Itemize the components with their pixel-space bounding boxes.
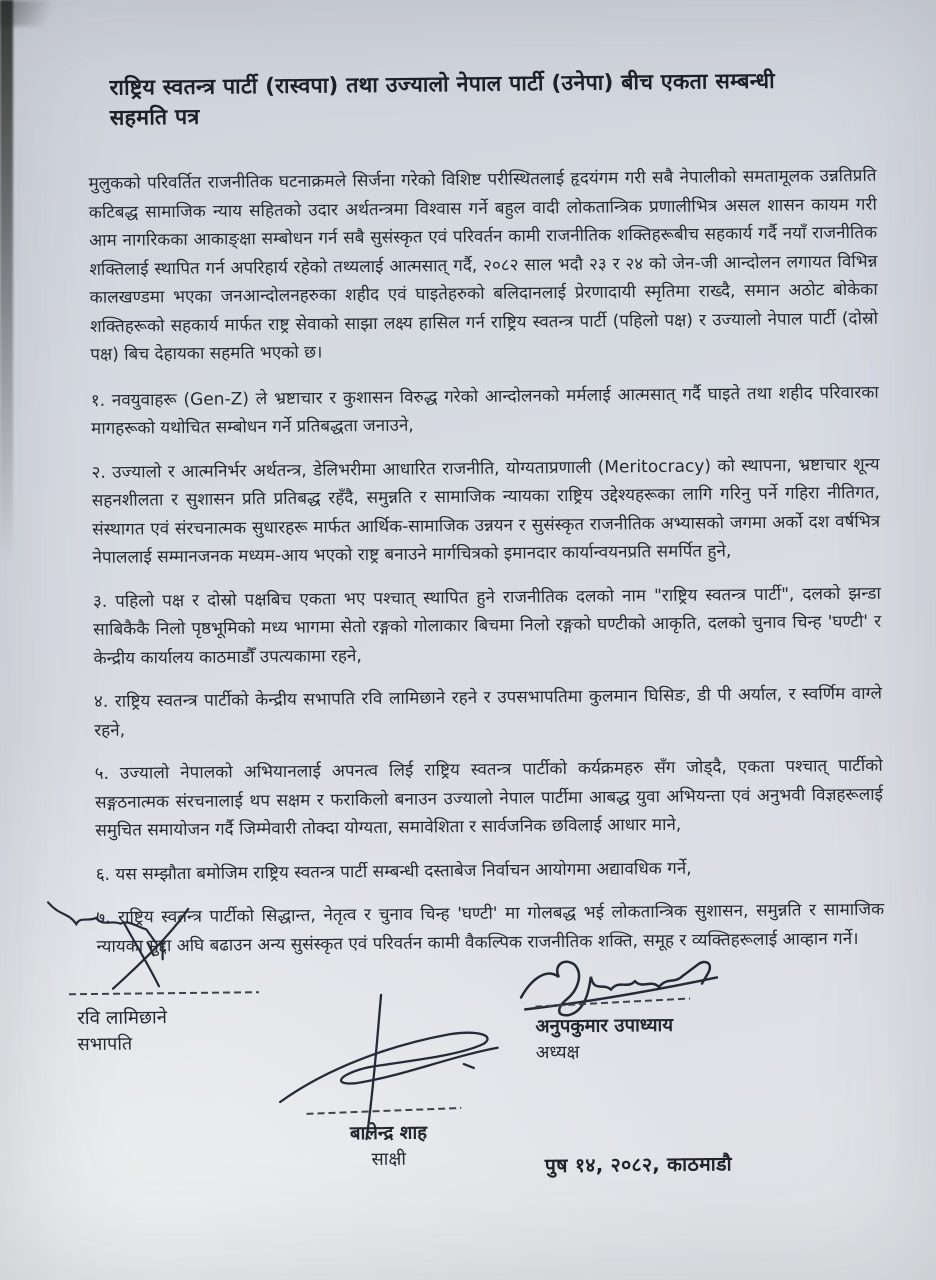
signatory-left-role: सभापति <box>77 1033 133 1056</box>
signatory-right-name: अनुपकुमार उपाध्याय <box>535 1014 674 1038</box>
witness-name: बालेन्द्र शाह <box>349 1122 428 1145</box>
clause-7: ७. राष्ट्रिय स्वतन्त्र पार्टीको सिद्धान्त, नेतृत्व र चुनाव चिन्ह 'घण्टी' मा गोलबद्ध भई लोकतान्त्रिक सुशासन, समुन्नति र सामाजिक न्यायका मुद्दा अघि बढाउन अन्य सुसंस्कृत एवं परिवर्तन कामी वैकल्पिक राजनीतिक शक्ति, समूह र व्यक्तिहरूलाई आव्हान गर्ने। <box>96 899 885 957</box>
document-body <box>87 66 884 976</box>
signatory-right-block <box>517 943 748 1066</box>
clause-5: ५. उज्यालो नेपालको अभियानलाई अपनत्व लिई राष्ट्रिय स्वतन्त्र पार्टीको कर्यक्रमहरु सँग जोड्दै, एकता पश्चात् पार्टीको सङ्गठनात्मक संरचनालाई थप सक्षम र फराकिलो बनाउन उज्यालो नेपाल पार्टीमा आबद्ध युवा अभियन्ता एवं अनुभवी विज्ञहरूलाई समुचित समायोजन गर्दै जिम्मेवारी तोक्दा योग्यता, समावेशिता र सार्वजनिक छविलाई आधार माने, <box>94 755 884 841</box>
preamble-paragraph: मुलुकको परिवर्तित राजनीतिक घटनाक्रमले सिर्जना गरेको विशिष्ट परीस्थितलाई हृदयंगम गरी सबै नेपालीको समतामूलक उन्नतिप्रति कटिबद्ध सामाजिक न्याय सहितको उदार अर्थतन्त्रमा विश्वास गर्ने बहुल वादी लोकतान्त्रिक प्रणालीभित्र असल शासन कायम गरी आम नागरिकका आकाङ्क्षा सम्बोधन गर्न सबै सुसंस्कृत एवं परिवर्तन कामी राजनीतिक शक्तिहरूबीच सहकार्य गर्दै नयाँ राजनीतिक शक्तिलाई स्थापित गर्न अपरिहार्य रहेको तथ्यलाई आत्मसात् गर्दै, २०८२ साल भदौ २३ र २४ को जेन-जी आन्दोलन लगायत विभिन्न कालखण्डमा भएका जनआन्दोलनहरुका शहीद एवं घाइतेहरुको बलिदानलाई प्रेरणादायी स्मृतिमा राख्दै, समान अठोट बोकेका शक्तिहरूको सहकार्य मार्फत राष्ट्र सेवाको साझा लक्ष्य हासिल गर्न राष्ट्रिय स्वतन्त्र पार्टी (पहिलो पक्ष) र उज्यालो नेपाल पार्टी (दोस्रो पक्ष) बिच देहायका सहमति भएको छ। <box>88 165 879 365</box>
signatory-right-role: अध्यक्ष <box>535 1041 580 1064</box>
clause-4: ४. राष्ट्रिय स्वतन्त्र पार्टीको केन्द्रीय सभापति रवि लामिछाने रहने र उपसभापतिमा कुलमान घिसिङ, डी पी अर्याल, र स्वर्णिम वाग्ले रहने, <box>93 683 883 741</box>
signature-rabi-lamichhane-icon <box>46 894 257 996</box>
clause-3: ३. पहिलो पक्ष र दोस्रो पक्षबिच एकता भए पश्चात् स्थापित हुने राजनीतिक दलको नाम "राष्ट्रिय स्वतन्त्र पार्टी", दलको झन्डा साबिकैकै निलो पृष्ठभूमिको मध्य भागमा सेतो रङ्गको गोलाकार बिचमा निलो रङ्गको घण्टीको आकृति, दलको चुनाव चिन्ह 'घण्टी' र केन्द्रीय कार्यालय काठमाडौँ उपत्यकामा रहने, <box>92 583 882 669</box>
witness-role: साक्षी <box>371 1148 407 1171</box>
signatory-left-block <box>46 894 288 1059</box>
signatory-left-name: रवि लामिछाने <box>77 1007 168 1030</box>
date-line: पुष १४, २०८२, काठमाडौ <box>544 1152 732 1178</box>
witness-block <box>267 992 509 1175</box>
clause-6: ६. यस सम्झौता बमोजिम राष्ट्रिय स्वतन्त्र पार्टी सम्बन्धी दस्ताबेज निर्वाचन आयोगमा अद्यावधिक गर्ने, <box>95 858 692 885</box>
clause-1: १. नवयुवाहरू (Gen-Z) ले भ्रष्टाचार र कुशासन विरुद्ध गरेको आन्दोलनको मर्मलाई आत्मसात् गर्दै घाइते तथा शहीद परिवारका मागहरूको यथोचित सम्बोधन गर्ने प्रतिबद्धता जनाउने, <box>90 382 879 439</box>
document-title: राष्ट्रिय स्वतन्त्र पार्टी (रास्वपा) तथा उज्यालो नेपाल पार्टी (उनेपा) बीच एकता सम्बन्धी सहमति पत्र <box>109 68 775 131</box>
clause-2: २. उज्यालो र आत्मनिर्भर अर्थतन्त्र, डेलिभरीमा आधारित राजनीति, योग्यताप्रणाली (Meritocracy) को स्थापना, भ्रष्टाचार शून्य सहनशीलता र सुशासन प्रति प्रतिबद्ध रहँदै, समुन्नति र सामाजिक न्यायका राष्ट्रिय उद्देश्यहरूका लागि गरिनु पर्ने गहिरा नीतिगत, संस्थागत एवं संरचनात्मक सुधारहरू मार्फत आर्थिक-सामाजिक उन्नयन र सुसंस्कृत राजनीतिक अभ्यासको जगमा अर्को दश वर्षभित्र नेपाललाई सम्मानजनक मध्यम-आय भएको राष्ट्र बनाउने मार्गचित्रको इमानदार कार्यान्वयनप्रति समर्पित हुने, <box>91 454 881 568</box>
